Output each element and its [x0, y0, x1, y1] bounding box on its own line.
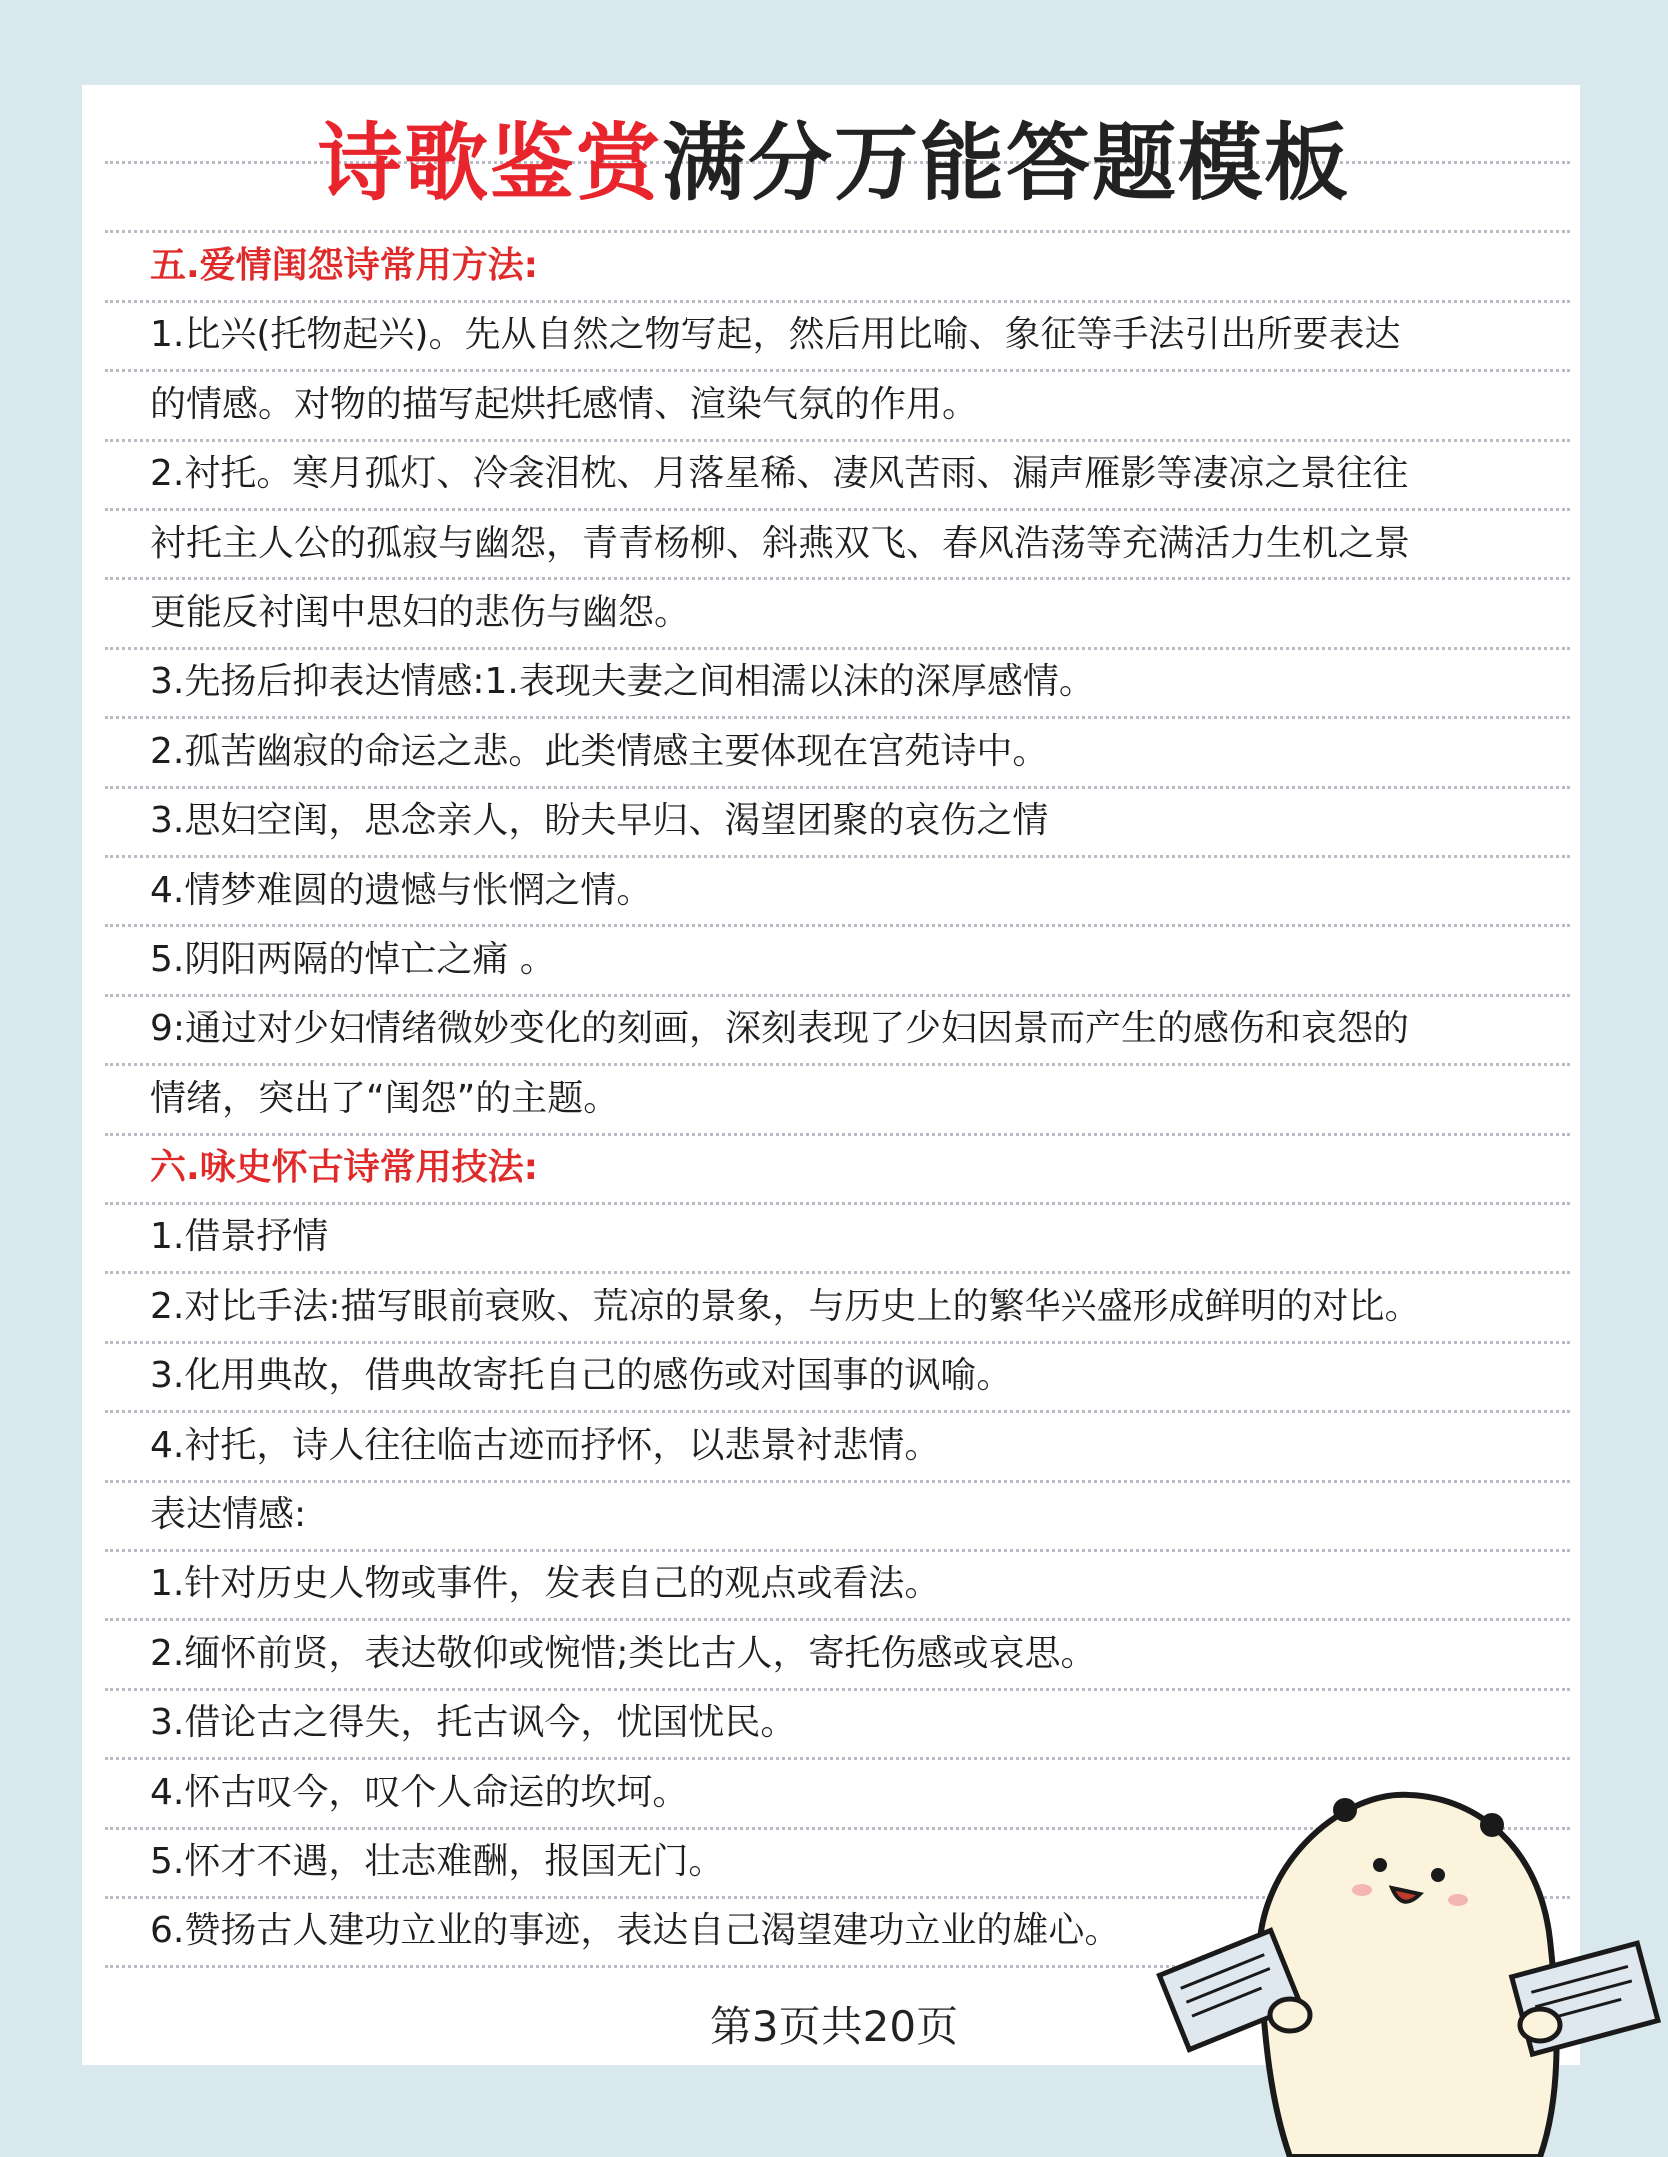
- text-line: 1.比兴(托物起兴)。先从自然之物写起，然后用比喻、象征等手法引出所要表达: [150, 314, 1401, 356]
- text-line: 2.缅怀前贤，表达敬仰或惋惜;类比古人，寄托伤感或哀思。: [150, 1632, 1097, 1674]
- text-line: 更能反衬闺中思妇的悲伤与幽怨。: [150, 591, 691, 633]
- text-line: 衬托主人公的孤寂与幽怨，青青杨柳、斜燕双飞、春风浩荡等充满活力生机之景: [150, 522, 1411, 564]
- title-highlight: 诗歌鉴赏: [317, 114, 662, 212]
- text-line: 表达情感:: [150, 1494, 307, 1536]
- text-line: 6.赞扬古人建功立业的事迹，表达自己渴望建功立业的雄心。: [150, 1910, 1121, 1952]
- section-heading: 五.爱情闺怨诗常用方法:: [150, 245, 539, 286]
- content-lines: [150, 231, 1550, 1966]
- section-heading: 六.咏史怀古诗常用技法:: [150, 1147, 539, 1189]
- text-line: 3.借论古之得失，托古讽今，忧国忧民。: [150, 1702, 797, 1744]
- text-line: 的情感。对物的描写起烘托感情、渲染气氛的作用。: [150, 383, 979, 425]
- mascot-illustration: [1140, 1770, 1668, 2157]
- text-line: 2.对比手法:描写眼前衰败、荒凉的景象，与历史上的繁华兴盛形成鲜明的对比。: [150, 1285, 1421, 1327]
- page-title: [0, 108, 1668, 218]
- text-line: 4.情梦难圆的遗憾与怅惘之情。: [150, 869, 653, 911]
- text-line: 2.孤苦幽寂的命运之悲。此类情感主要体现在宫苑诗中。: [150, 730, 1049, 772]
- text-line: 2.衬托。寒月孤灯、冷衾泪枕、月落星稀、凄风苦雨、漏声雁影等凄凉之景往往: [150, 453, 1409, 495]
- text-line: 4.怀古叹今，叹个人命运的坎坷。: [150, 1771, 689, 1813]
- text-line: 1.针对历史人物或事件，发表自己的观点或看法。: [150, 1563, 941, 1605]
- text-line: 5.阴阳两隔的悼亡之痛 。: [150, 938, 556, 980]
- text-line: 情绪，突出了“闺怨”的主题。: [150, 1077, 620, 1119]
- title-rest: 满分万能答题模板: [662, 114, 1351, 212]
- text-line: 4.衬托，诗人往往临古迹而抒怀，以悲景衬悲情。: [150, 1424, 941, 1466]
- page-number: 第3页共20页: [709, 2002, 959, 2051]
- text-line: 5.怀才不遇，壮志难酬，报国无门。: [150, 1840, 725, 1882]
- text-line: 1.借景抒情: [150, 1216, 329, 1258]
- text-line: 9:通过对少妇情绪微妙变化的刻画，深刻表现了少妇因景而产生的感伤和哀怨的: [150, 1008, 1410, 1050]
- text-line: 3.思妇空闺，思念亲人，盼夫早归、渴望团聚的哀伤之情: [150, 800, 1049, 842]
- text-line: 3.先扬后抑表达情感:1.表现夫妻之间相濡以沫的深厚感情。: [150, 661, 1095, 703]
- text-line: 3.化用典故，借典故寄托自己的感伤或对国事的讽喻。: [150, 1355, 1013, 1397]
